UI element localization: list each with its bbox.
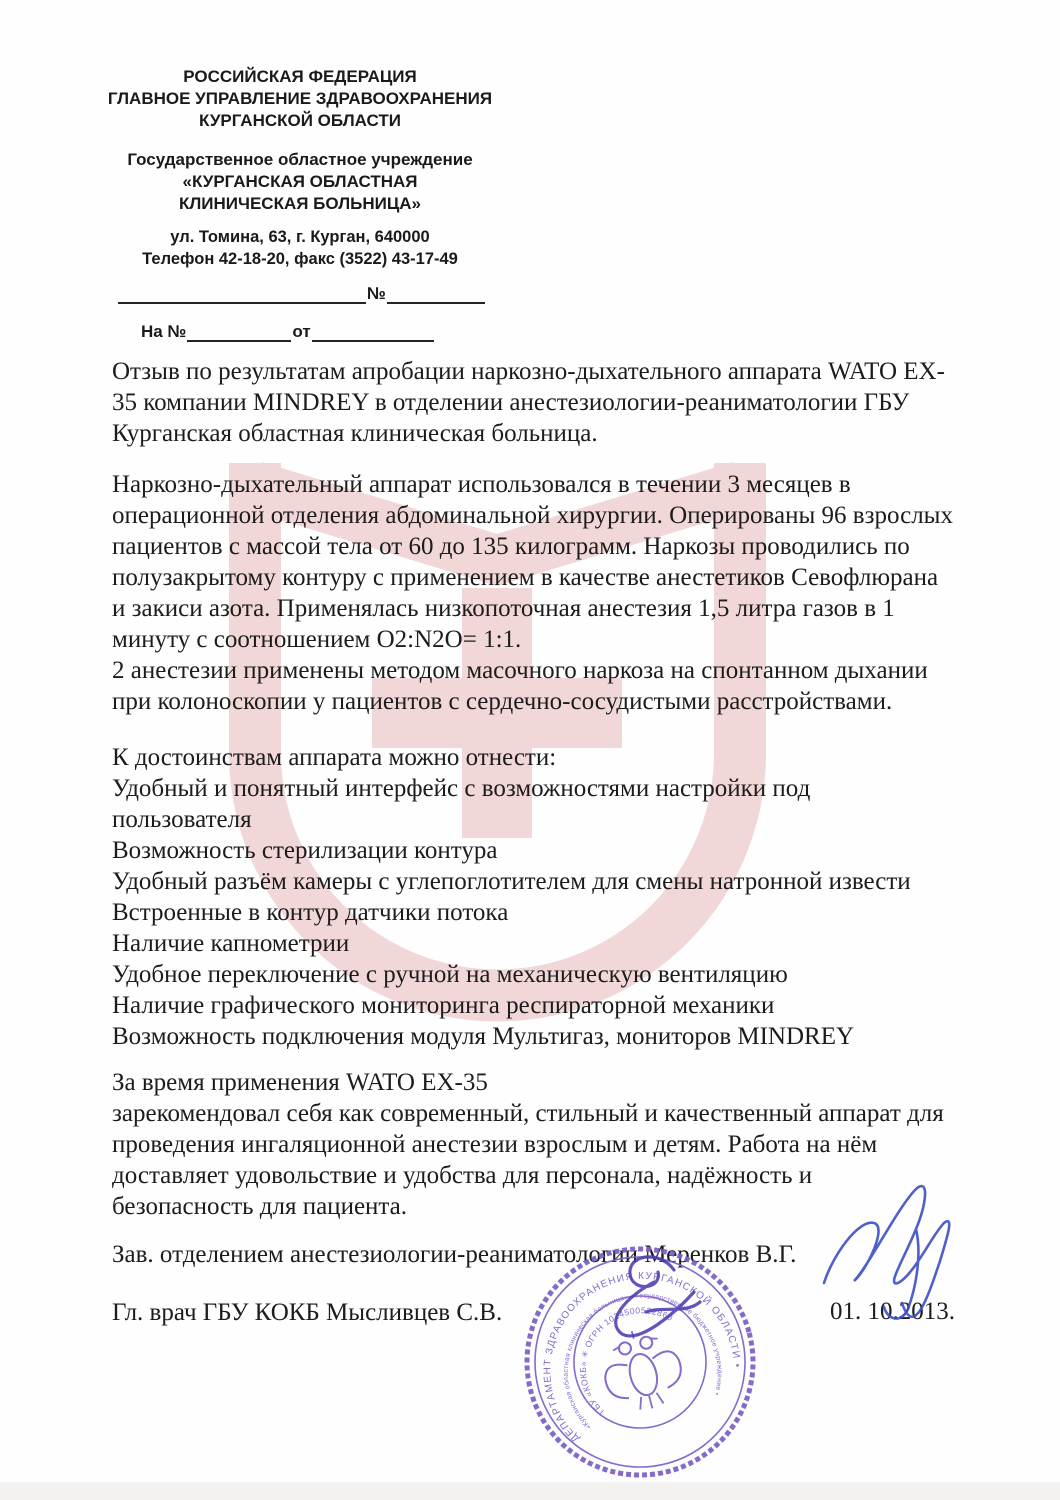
advantage-line: Наличие графического мониторинга респираторной механики: [112, 992, 775, 1019]
reply-reference-line: [140, 316, 485, 342]
advantage-line: Встроенные в контур датчики потока: [112, 899, 509, 926]
reply-number-label: На №: [141, 322, 187, 341]
stamp-outer-ring-text: ДЕПАРТАМЕНТ ЗДРАВООХРАНЕНИЯ КУРГАНСКОЙ ОБЛАСТИ •: [542, 1270, 743, 1444]
letterhead-department: ГЛАВНОЕ УПРАВЛЕНИЕ ЗДРАВООХРАНЕНИЯ: [107, 89, 493, 108]
reply-date-blank: [312, 320, 434, 342]
number-sign-label: №: [367, 284, 386, 303]
advantages-list: [112, 773, 957, 1052]
advantage-line: Удобный разъём камеры с углепоглотителем для смены натронной извести: [112, 868, 911, 895]
reference-lines: [118, 278, 485, 342]
letterhead-org-name-1: «КУРГАНСКАЯ ОБЛАСТНАЯ: [182, 172, 418, 191]
signature-line-head-of-department: Зав. отделением анестезиологии-реаниматологии Меренков В.Г.: [112, 1241, 797, 1268]
advantages-heading: К достоинствам аппарата можно отнести:: [112, 744, 557, 771]
stamp-signature-ink: [588, 1248, 728, 1353]
reply-number-blank: [187, 320, 291, 342]
advantage-line: Удобное переключение с ручной на механическую вентиляцию: [112, 961, 788, 988]
advantage-line: Удобный и понятный интерфейс с возможностями настройки под: [112, 775, 811, 802]
advantage-line: пользователя: [112, 806, 252, 833]
number-blank-line: [387, 282, 485, 304]
letterhead: [85, 66, 515, 270]
letterhead-address: ул. Томина, 63, г. Курган, 640000: [170, 228, 430, 246]
advantage-line: Наличие капнометрии: [112, 930, 350, 957]
letterhead-org-name-2: КЛИНИЧЕСКАЯ БОЛЬНИЦА»: [179, 194, 421, 213]
letterhead-country: РОССИЙСКАЯ ФЕДЕРАЦИЯ: [183, 67, 417, 86]
pen-signature-ink: [812, 1175, 972, 1325]
conclusion-first-line: За время применения WATO EX-35: [112, 1069, 488, 1096]
reply-from-label: от: [292, 322, 311, 341]
body-paragraph-1: Наркозно-дыхательный аппарат использовался в течении 3 месяцев в операционной отделения абдоминальной хирургии. Оперированы 96 взрослых пациентов с массой тела от 60 до 135 килограмм. Наркозы проводились по полузакрытому контуру с применением в качестве анестетиков Севофлюрана и закиси азота. Применялась низкопоточная анестезия 1,5 литра газов в 1 минуту с соотношением O2:N2O= 1:1.: [112, 471, 953, 653]
conclusion-text: зарекомендовал себя как современный, стильный и качественный аппарат для проведения ингаляционной анестезии взрослым и детям. Работа на нём доставляет удовольствие и удобства для персонала, надёжность и безопасность для пациента.: [112, 1100, 944, 1220]
signature-line-chief-doctor: Гл. врач ГБУ КОКБ Мысливцев С.В.: [112, 1299, 503, 1326]
advantage-line: Возможность стерилизации контура: [112, 837, 498, 864]
stamp-inner-ring-text: ГБУ «КОКБ» ✳ ОГРН 1024500522860: [577, 1305, 675, 1417]
letterhead-org-type: Государственное областное учреждение: [127, 150, 473, 169]
date-blank-line: [118, 282, 366, 304]
letter-title: Отзыв по результатам апробации наркозно-дыхательного аппарата WATO EX-35 компании MINDREY в отделении анестезиологии-реаниматологии ГБУ Курганская областная клиническая больница.: [112, 358, 945, 447]
letterhead-region: КУРГАНСКОЙ ОБЛАСТИ: [199, 111, 401, 130]
scan-edge-shadow: [0, 1482, 1060, 1500]
body-paragraph-2: 2 анестезии применены методом масочного наркоза на спонтанном дыхании при колоноскопии у пациентов с сердечно-сосудистыми расстройствами.: [112, 657, 928, 715]
advantage-line: Возможность подключения модуля Мультигаз, мониторов MINDREY: [112, 1023, 855, 1050]
letterhead-phone: Телефон 42-18-20, факс (3522) 43-17-49: [142, 250, 458, 268]
stamp-middle-ring-text: «Курганская областная клиническая больница» • Государственное бюджетное учреждение •: [562, 1292, 723, 1431]
outgoing-number-line: [118, 278, 485, 304]
document-date: 01. 10.2013.: [830, 1298, 955, 1325]
